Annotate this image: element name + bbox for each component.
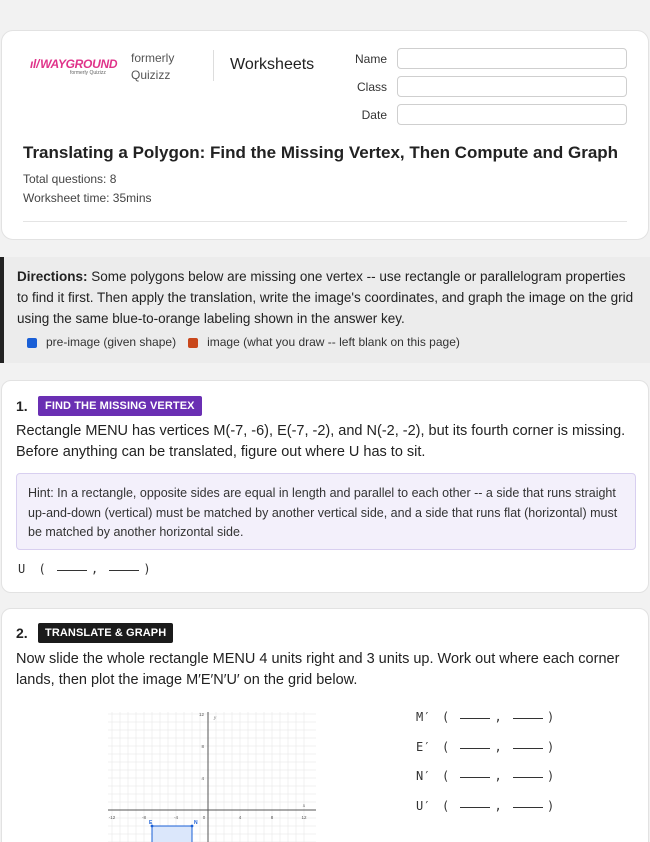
- question-2-tag: TRANSLATE & GRAPH: [38, 623, 173, 643]
- open-paren: (: [442, 740, 450, 754]
- question-1-number: 1.: [16, 398, 28, 414]
- x-tick-label: -12: [108, 815, 116, 820]
- u-prime-x-blank[interactable]: [460, 807, 490, 808]
- brand-subtitle: formerly Quizizz: [70, 70, 106, 76]
- e-prime-y-blank[interactable]: [513, 748, 543, 749]
- x-tick-label: 4: [238, 815, 242, 820]
- u-x-blank[interactable]: [57, 570, 87, 571]
- y-tick-label: 4: [201, 776, 204, 781]
- formerly-line-2: Quizizz: [131, 68, 171, 82]
- open-paren: (: [38, 562, 46, 576]
- point-label: U: [18, 562, 26, 576]
- comma: ,: [494, 710, 502, 724]
- y-tick-label: 8: [201, 744, 204, 749]
- u-y-blank[interactable]: [109, 570, 139, 571]
- comma: ,: [494, 799, 502, 813]
- answer-u-prime: [416, 799, 554, 813]
- legend-pre-image: pre-image (given shape): [46, 335, 177, 349]
- m-prime-x-blank[interactable]: [460, 718, 490, 719]
- directions-lead: Directions:: [17, 269, 88, 284]
- question-1-card: [1, 380, 649, 593]
- worksheet-title: Translating a Polygon: Find the Missing Vertex, Then Compute and Graph: [23, 143, 619, 162]
- y-axis-label: y: [214, 716, 217, 721]
- legend-image: image (what you draw -- left blank on this page): [207, 335, 460, 349]
- x-tick-label: 12: [301, 815, 307, 820]
- directions-box: [0, 257, 650, 363]
- close-paren: ): [546, 769, 555, 783]
- pre-image-swatch-icon: [27, 338, 37, 348]
- point-label: M′: [416, 710, 431, 724]
- wayground-logo: [30, 55, 118, 76]
- point-label: E′: [416, 740, 431, 754]
- vertex-n-point: [191, 825, 194, 828]
- n-prime-x-blank[interactable]: [460, 777, 490, 778]
- question-1-tag: FIND THE MISSING VERTEX: [38, 396, 202, 416]
- open-paren: (: [442, 710, 450, 724]
- header-rule: [23, 221, 627, 222]
- n-prime-y-blank[interactable]: [513, 777, 543, 778]
- question-1-hint: Hint: In a rectangle, opposite sides are equal in length and parallel to each other -- a side that runs straight up-and-down (vertical) must be matched by another vertical side, and a side that runs flat (horizontal) must be matched by another horizontal side.: [16, 473, 636, 550]
- answer-n-prime: [416, 769, 554, 783]
- answer-u: [18, 562, 151, 576]
- x-tick-label: 0: [202, 815, 206, 820]
- question-2-number: 2.: [16, 625, 28, 641]
- comma: ,: [494, 769, 502, 783]
- date-label: Date: [361, 108, 387, 122]
- coordinate-grid-svg[interactable]: [108, 712, 316, 842]
- point-label: U′: [416, 799, 431, 813]
- color-legend: [17, 332, 636, 353]
- date-field[interactable]: [397, 104, 627, 125]
- formerly-note: [131, 50, 174, 84]
- u-prime-y-blank[interactable]: [513, 807, 543, 808]
- open-paren: (: [442, 799, 450, 813]
- open-paren: (: [442, 769, 450, 783]
- wayground-mark-icon: ıl/: [30, 57, 40, 71]
- x-axis-label: x: [302, 804, 306, 809]
- class-field[interactable]: [397, 76, 627, 97]
- comma: ,: [494, 740, 502, 754]
- comma: ,: [90, 562, 99, 576]
- answer-m-prime: [416, 710, 554, 724]
- x-tick-label: -4: [173, 815, 179, 820]
- formerly-line-1: formerly: [131, 51, 175, 65]
- image-swatch-icon: [188, 338, 198, 348]
- close-paren: ): [546, 710, 555, 724]
- directions-text: [17, 266, 636, 329]
- class-label: Class: [356, 80, 387, 94]
- close-paren: ): [546, 740, 555, 754]
- worksheet-time: Worksheet time: 35mins: [23, 191, 152, 205]
- total-questions: Total questions: 8: [23, 172, 117, 186]
- header-divider: [213, 50, 214, 81]
- coordinate-grid[interactable]: [108, 712, 316, 842]
- close-paren: ): [143, 562, 151, 576]
- brand-name: WAYGROUND: [40, 57, 118, 71]
- e-prime-x-blank[interactable]: [460, 748, 490, 749]
- y-tick-label: 12: [198, 712, 204, 717]
- pre-image-rectangle: [152, 826, 192, 842]
- question-1-text: Rectangle MENU has vertices M(-7, -6), E(-7, -2), and N(-2, -2), but its fourth corner is missing. Before anything can be translated, figure out where U has to sit.: [16, 423, 626, 460]
- x-tick-label: -8: [141, 815, 147, 820]
- question-2-text: Now slide the whole rectangle MENU 4 units right and 3 units up. Work out where each corner lands, then plot the image M′E′N′U′ on the grid below.: [16, 651, 620, 688]
- name-label: Name: [354, 52, 387, 66]
- section-label: Worksheets: [230, 56, 315, 73]
- vertex-e-label: E: [149, 820, 153, 826]
- close-paren: ): [546, 799, 555, 813]
- answer-e-prime: [416, 740, 554, 754]
- point-label: N′: [416, 769, 431, 783]
- m-prime-y-blank[interactable]: [513, 718, 543, 719]
- directions-body: Some polygons below are missing one vertex -- use rectangle or parallelogram properties to find it first. Then apply the translation, write the image's coordinates, and graph the image on the grid using the same blue-to-orange labeling shown in the answer key.: [17, 269, 634, 326]
- vertex-n-label: N: [194, 820, 198, 826]
- name-field[interactable]: [397, 48, 627, 69]
- x-tick-label: 8: [270, 815, 274, 820]
